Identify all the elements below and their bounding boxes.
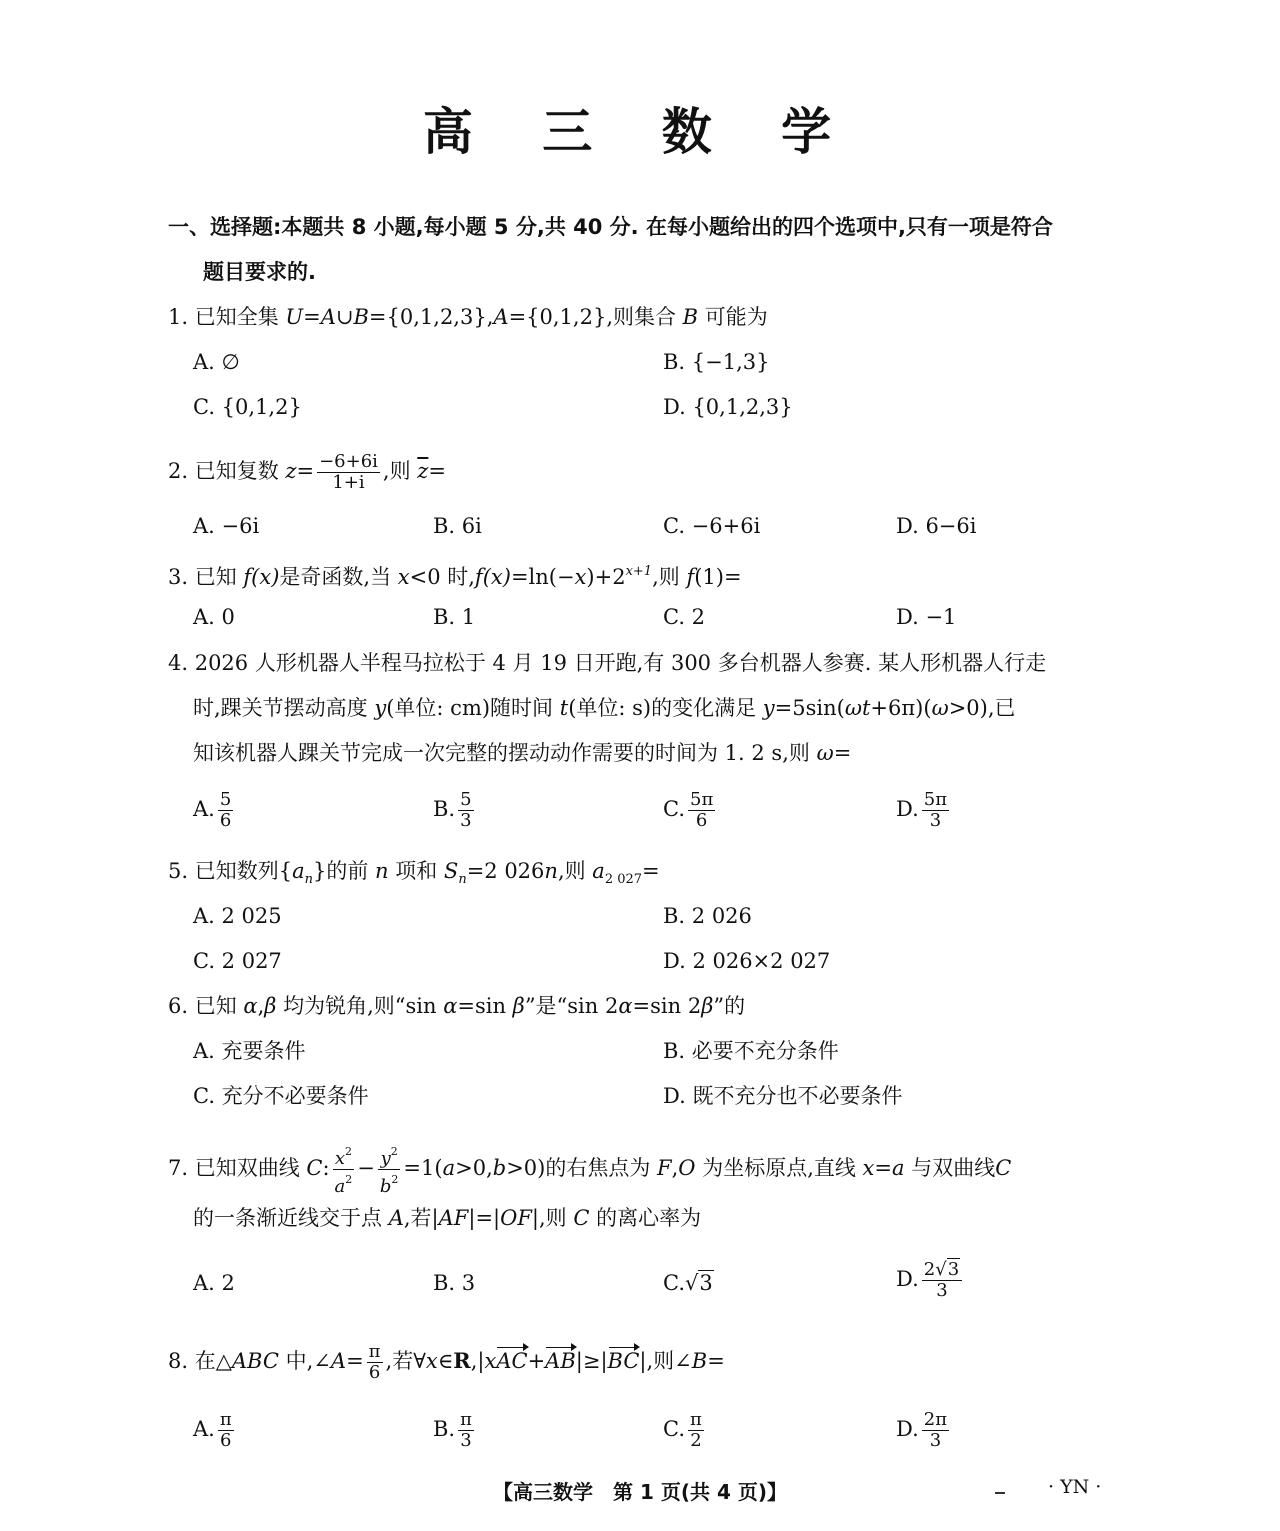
q3-option-d[interactable]: D. −1	[896, 605, 957, 629]
q2-option-b[interactable]: B. 6i	[433, 514, 482, 538]
q7-option-a[interactable]: A. 2	[193, 1271, 235, 1295]
question-5-stem: 5. 已知数列$\{a_n\}$的前 n 项和 $S_n=2$ 026n,则 $a_{2 027}=$	[168, 859, 660, 887]
q6-option-c[interactable]: C. 充分不必要条件	[193, 1084, 369, 1108]
q8-option-b[interactable]: B. $\frac{\pi}{3}$	[433, 1409, 472, 1451]
q3-option-c[interactable]: C. 2	[663, 605, 706, 629]
vector-ac: AC	[496, 1346, 527, 1376]
q3-option-a[interactable]: A. 0	[193, 605, 235, 629]
question-3-stem: 3. 已知 f(x)是奇函数,当 x<0 时$,f(x)=\ln(-x)+2^{x+1}$,则 f(1)=	[168, 564, 742, 589]
q2-option-a[interactable]: A. −6i	[193, 514, 260, 538]
q1-option-d[interactable]: D. {0,1,2,3}	[663, 395, 793, 419]
q6-option-d[interactable]: D. 既不充分也不必要条件	[663, 1084, 903, 1108]
question-8-stem: 8. 在△ABC 中,∠A= $\frac{\pi}{6}$ ,若∀x∈R,|xAC+AB|≥|BC|,则∠B=	[168, 1341, 725, 1383]
page-footer: 【高三数学 第 1 页(共 4 页)】	[493, 1480, 787, 1504]
vector-ab: AB	[545, 1346, 576, 1376]
q7-option-d[interactable]: D. $\frac{2√3}{3}$	[896, 1260, 965, 1301]
q4-option-c[interactable]: C. $\frac{5\pi}{6}$	[663, 789, 714, 831]
q5-option-d[interactable]: D. 2 026×2 027	[663, 949, 831, 973]
section-heading-line1: 一、选择题:本题共 8 小题,每小题 5 分,共 40 分. 在每小题给出的四个选项中,只有一项是符合	[168, 215, 1053, 239]
q4-option-b[interactable]: B. $\frac{5}{3}$	[433, 789, 472, 831]
question-6-stem: 6. 已知 α,β 均为锐角,则“sin α=sin β”是“sin 2α=sin 2β”的	[168, 994, 746, 1018]
question-2-stem: 2. 已知复数 z= $\frac{-6+6i}{1+i}$ ,则 $\overline{z}=$	[168, 451, 446, 493]
q1-option-c[interactable]: C. {0,1,2}	[193, 395, 302, 419]
q8-option-d[interactable]: D. $\frac{2\pi}{3}$	[896, 1409, 948, 1451]
q1-option-b[interactable]: B. {−1,3}	[663, 350, 770, 374]
q2-fraction: $\frac{-6+6i}{1+i}$	[319, 451, 378, 493]
question-4-stem-line1: 4. 2026 人形机器人半程马拉松于 4 月 19 日开跑,有 300 多台机器人参赛. 某人形机器人行走	[168, 651, 1047, 675]
footer-dash-mark	[995, 1492, 1005, 1494]
q6-option-a[interactable]: A. 充要条件	[193, 1039, 306, 1063]
q4-option-a[interactable]: A. $\frac{5}{6}$	[193, 789, 232, 831]
q5-option-b[interactable]: B. 2 026	[663, 904, 752, 928]
q7-option-b[interactable]: B. 3	[433, 1271, 476, 1295]
q7-option-c[interactable]: C.√3	[663, 1271, 713, 1295]
q5-option-c[interactable]: C. 2 027	[193, 949, 282, 973]
vector-bc: BC	[608, 1346, 640, 1376]
section-heading-line2: 题目要求的.	[203, 260, 316, 284]
q4-option-d[interactable]: D. $\frac{5\pi}{3}$	[896, 789, 948, 831]
q8-option-a[interactable]: A. $\frac{\pi}{6}$	[193, 1409, 232, 1451]
q5-option-a[interactable]: A. 2 025	[193, 904, 282, 928]
q6-option-b[interactable]: B. 必要不充分条件	[663, 1039, 839, 1063]
q2-option-c[interactable]: C. −6+6i	[663, 514, 761, 538]
question-4-stem-line2: 时,踝关节摆动高度 y(单位: cm)随时间 t(单位: s)的变化满足 y=5sin(ωt+6π)(ω>0),已	[193, 696, 1016, 720]
q1-option-a[interactable]: A. ∅	[193, 350, 240, 374]
question-7-stem-line1: 7. 已知双曲线 C: $\frac{x^2}{a^2}$ − $\frac{y^2}{b^2}$ =1(a>0,b>0)的右焦点为 F,O 为坐标原点,直线 x=a 与双曲线C	[168, 1142, 1011, 1197]
page-title: 高 三 数 学	[422, 103, 858, 161]
q3-option-b[interactable]: B. 1	[433, 605, 476, 629]
region-code: · YN ·	[1048, 1476, 1102, 1498]
question-7-stem-line2: 的一条渐近线交于点 A,若|AF|=|OF|,则 C 的离心率为	[193, 1206, 702, 1230]
q8-option-c[interactable]: C. $\frac{\pi}{2}$	[663, 1409, 702, 1451]
question-1-stem: 1. 已知全集 U=A∪B={0,1,2,3},A={0,1,2},则集合 B 可能为	[168, 305, 768, 329]
q2-option-d[interactable]: D. 6−6i	[896, 514, 977, 538]
question-4-stem-line3: 知该机器人踝关节完成一次完整的摆动动作需要的时间为 1. 2 s,则 ω=	[193, 741, 852, 765]
